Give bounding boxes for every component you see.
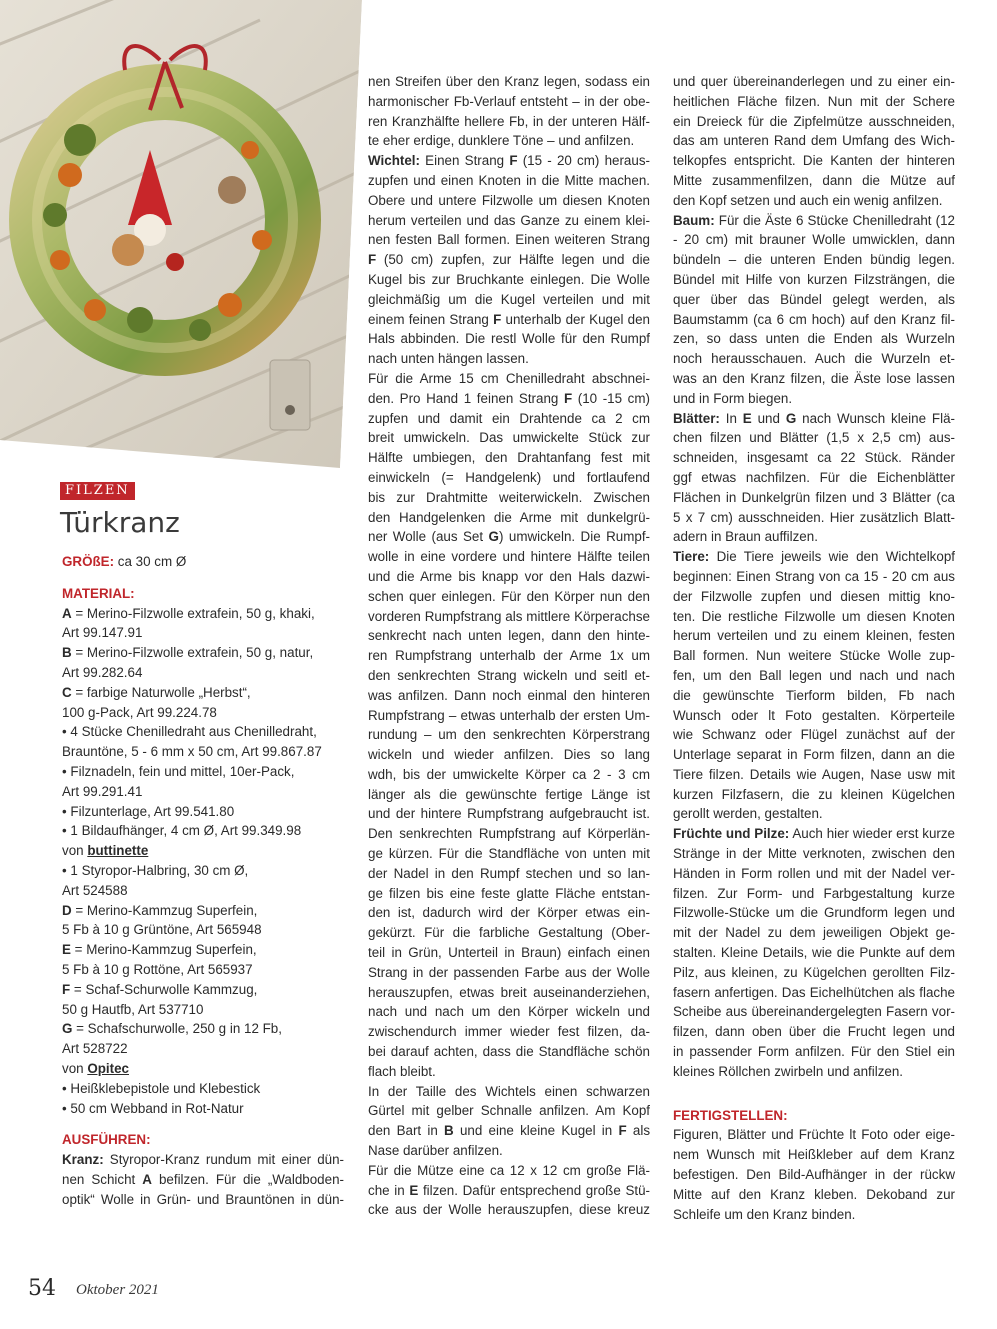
body-line: den Kopf setzen und auch ein wenig anfilzen.	[673, 192, 943, 208]
body-line: Mitte auf den Kranz kleben. Dekoband zur	[673, 1186, 955, 1202]
body-line: chen filzen und Blätter (1,5 x 2,5 cm) aus-	[673, 430, 955, 446]
column-middle	[368, 72, 650, 1220]
body-line: einem feinen Strang F unterhalb der Kugel den	[368, 311, 650, 327]
body-line: zen, so dass unten die Enden als Wurzeln	[673, 331, 955, 347]
body-line: F (50 cm) zupfen, zur Hälfte legen und die	[368, 252, 650, 268]
material-item-cont: Art 524588	[62, 882, 128, 898]
body-line: und quer übereinanderlegen und zu einer ein-	[673, 74, 955, 89]
material-item: • Filzunterlage, Art 99.541.80	[62, 803, 235, 819]
body-line: gerollt werden, gestalten.	[673, 806, 823, 822]
material-item-cont: 100 g-Pack, Art 99.224.78	[62, 704, 217, 720]
material-item: • 1 Bildaufhänger, 4 cm Ø, Art 99.349.98	[62, 823, 302, 839]
body-line: Filzwolle-Stücke um die Grundform legen und	[673, 905, 955, 921]
body-line: teil in Grün, Unterteil in Braun) einfach einen	[368, 945, 650, 961]
body-line: te eher erdige, dunklere Töne – und anfilzen.	[368, 133, 635, 149]
body-line: gleichmäßig um die Kugel verteilen und mit	[368, 291, 650, 307]
finishing-heading: FERTIGSTELLEN:	[673, 1107, 788, 1123]
body-line: Scheibe aus übereinandergelegten Fasern vor-	[673, 1004, 955, 1020]
body-line: ner Wolle (aus Set G) umwickeln. Die Rumpf-	[368, 529, 650, 545]
page-title: Türkranz	[60, 506, 180, 539]
body-line: einwickeln (= Handgelenk) und fortlaufend	[368, 469, 650, 485]
body-line: ren Kranzhälfte hellere Fb, in der unteren Hälf-	[368, 113, 650, 129]
body-line: Stränge in der Mitte verknoten, zwischen den	[673, 846, 955, 862]
body-line: was anfilzen. Dann noch einmal den hinteren	[368, 687, 650, 703]
body-line: Händen in Form rollen und mit der Nadel ver-	[673, 865, 955, 881]
supplier-name: buttinette	[87, 843, 149, 859]
body-line: Früchte und Pilze: Auch hier wieder erst kurze	[673, 826, 955, 842]
body-line: Hals abbinden. Die restl Wolle für den Rumpf	[368, 331, 650, 347]
body-line: nen Streifen über den Kranz legen, sodass ein	[368, 74, 650, 89]
supplier-name: Opitec	[87, 1060, 129, 1076]
body-line: zupfen und damit ein Drahtende ca 2 cm	[368, 410, 650, 426]
supplier-line: von buttinette	[62, 843, 149, 859]
material-item-cont: Art 99.282.64	[62, 664, 143, 680]
body-line: was an den Kranz filzen, die Äste lose lassen	[673, 370, 955, 386]
body-line: Mitte zusammenfilzen, dann die Mütze auf	[673, 172, 955, 188]
body-line: nen festen Ball formen. Einen weiteren Strang	[368, 232, 650, 248]
body-line: das am unteren Rand dem Umfang des Wich-	[673, 133, 955, 149]
body-line: quer über das Bündel gelegt werden, als	[673, 291, 955, 307]
body-line: vorderen Rumpfstrang als mittlere Körperachse	[368, 608, 650, 624]
body-line: fasern anfertigen. Das Eichelhütchen als flache	[673, 984, 955, 1000]
material-item: • 1 Styropor-Halbring, 30 cm Ø,	[62, 862, 249, 878]
body-line: kleines Röllchen zwirbeln und anfilzen.	[673, 1063, 904, 1079]
body-line: bei darauf achten, dass die Standfläche schön	[368, 1044, 650, 1060]
material-item: A = Merino-Filzwolle extrafein, 50 g, khaki,	[62, 605, 315, 621]
body-line: der Filzwolle zupfen und diesen mittig kno-	[673, 588, 955, 604]
body-line: ren Rumpfstrang unterhalb der Arme 1x um	[368, 648, 650, 664]
body-line: fen, um den Ball legen und nach und nach	[673, 667, 955, 683]
material-item-cont: 5 Fb à 10 g Grüntöne, Art 565948	[62, 922, 262, 938]
body-line: optik“ Wolle in Grün- und Brauntönen in dün-	[62, 1191, 344, 1207]
body-line: kurzen Filzfasern, die zu kleinen Kügelchen	[673, 786, 955, 802]
body-line: senkrecht nach unten legen, dann den hinte-	[368, 628, 650, 644]
body-line: rundung – um den senkrechten Körperstrang	[368, 727, 650, 743]
material-item-cont: Brauntöne, 5 - 6 mm x 50 cm, Art 99.867.87	[62, 744, 322, 760]
body-line: den senkrechten Strang wickeln und seitl et-	[368, 667, 650, 683]
issue-date: Oktober 2021	[76, 1282, 159, 1298]
material-item-cont: Art 99.147.91	[62, 625, 143, 641]
material-item: D = Merino-Kammzug Superfein,	[62, 902, 258, 918]
body-line: herum verteilen und das Ganze zu einem klei-	[368, 212, 650, 228]
body-line: Für die Arme 15 cm Chenilledraht abschnei-	[368, 370, 650, 386]
body-line: und die Arme bis knapp vor den Hals dazwi-	[368, 568, 650, 584]
body-line: wickeln und wieder anfilzen. Dies so lang	[368, 747, 650, 763]
body-line: ggf etwas nachfilzen. Für die Eichenblätter	[673, 469, 955, 485]
body-line: bis zur Drahtmitte weiterwickeln. Zwischen	[368, 489, 650, 505]
body-line: Flächen in Dunkelgrün filzen und 3 Blätter (ca	[673, 489, 955, 505]
body-line: - 20 cm) mit brauner Wolle umwicklen, dann	[673, 232, 955, 248]
body-line: Wunsch oder lt Foto gestalten. Körperteile	[673, 707, 955, 723]
body-line: nem Wunsch mit Heißkleber auf dem Kranz	[673, 1147, 955, 1163]
body-line: Pilz, aus kleinen, zu Kügelchen gerollten Filz-	[673, 964, 955, 980]
body-line: wdh, bis der umwickelte Körper ca 2 - 3 cm	[368, 766, 650, 782]
body-line: In der Taille des Wichtels einen schwarzen	[368, 1083, 650, 1099]
material-item: • Filznadeln, fein und mittel, 10er-Pack,	[62, 763, 295, 779]
page-number: 54	[28, 1276, 56, 1301]
column-left	[62, 552, 344, 1210]
body-line: Unterlage separat in Form filzen, dann an die	[673, 747, 955, 763]
body-line: Gürtel mit gelber Schnalle anfilzen. Am Kopf	[368, 1103, 650, 1119]
body-line: herauszupfen, etwas breit auseinanderziehen,	[368, 984, 650, 1000]
instructions-heading: AUSFÜHREN:	[62, 1132, 151, 1148]
body-line: ein Dreieck für die Zipfelmütze ausschneiden,	[673, 113, 955, 129]
body-line: heitlichen Fläche filzen. Nun mit der Schere	[673, 93, 955, 109]
body-line: Für die Mütze eine ca 12 x 12 cm große Flä-	[368, 1162, 650, 1178]
body-line: den Handgelenken die Arme mit dunkelgrü-	[368, 509, 650, 525]
body-line: nach und nach um den Körper wickeln und	[368, 1004, 650, 1020]
body-line: adern in Braun auffilzen.	[673, 529, 818, 545]
material-item-cont: 5 Fb à 10 g Rottöne, Art 565937	[62, 961, 253, 977]
wreath-photo	[0, 0, 362, 468]
size-line: GRÖßE: ca 30 cm Ø	[62, 554, 187, 569]
body-line: Rumpfstrang – etwas unterhalb der ersten Um-	[368, 707, 650, 723]
body-line: Baumstamm (ca 6 cm hoch) auf den Kranz fil-	[673, 311, 955, 327]
body-line: Nase darüber anfilzen.	[368, 1143, 503, 1159]
body-line: Tiere filzen. Details wie Augen, Nase usw mit	[673, 766, 955, 782]
material-item: • Heißklebepistole und Klebestick	[62, 1080, 261, 1096]
supplier-line: von Opitec	[62, 1060, 129, 1076]
category-tag: FILZEN	[60, 482, 135, 500]
body-line: breit umwickeln. Das umwickelte Stück zur	[368, 430, 650, 446]
body-line: ten. Die restliche Filzwolle um diesen Knoten	[673, 608, 955, 624]
material-item: G = Schafschurwolle, 250 g in 12 Fb,	[62, 1021, 282, 1037]
body-line: wie Schwanz oder Flügel zunächst auf der	[673, 727, 955, 743]
body-line: bündeln – die unteren Enden bündig legen.	[673, 252, 955, 268]
body-line: den. Pro Hand 1 feinen Strang F (10 -15 cm)	[368, 390, 650, 406]
body-line: der Nadel in den Rumpf stechen und so lan-	[368, 865, 650, 881]
size-label: GRÖßE:	[62, 554, 115, 569]
material-item: C = farbige Naturwolle „Herbst“,	[62, 684, 251, 700]
body-line: Kugel bis zur Bruchkante einlegen. Die Wolle	[368, 271, 650, 287]
body-line: cke aus der Wolle herauszupfen, diese kreuz	[368, 1202, 650, 1218]
body-line: gekürzt. Für die farbliche Gestaltung (Ober-	[368, 925, 650, 941]
body-line: Blätter: In E und G nach Wunsch kleine Flä-	[673, 410, 955, 426]
body-line: Figuren, Blätter und Früchte lt Foto oder eige-	[673, 1127, 955, 1143]
body-line: Baum: Für die Äste 6 Stücke Chenilledraht (12	[673, 212, 955, 228]
body-line: Kranz: Styropor-Kranz rundum mit einer dün-	[62, 1152, 344, 1168]
body-line: Tiere: Die Tiere jeweils wie den Wichtelkopf	[673, 549, 955, 565]
body-line: nach unten hängen lassen.	[368, 351, 529, 367]
body-line: den ist, dadurch wird der Körper etwas ein-	[368, 905, 650, 921]
column-right	[673, 72, 955, 1224]
body-line: filzen. Zur Form- und Farbgestaltung kurze	[673, 885, 955, 901]
body-line: Strang in der passenden Farbe aus der Wolle	[368, 964, 650, 980]
body-line: wolle in eine vordere und hintere Hälfte teilen	[368, 549, 650, 565]
body-line: Schleife um den Kranz binden.	[673, 1206, 856, 1222]
body-line: Hälfte umbiegen, den Drahtanfang fest mit	[368, 450, 650, 466]
material-item-cont: 50 g Hautfb, Art 537710	[62, 1001, 204, 1017]
body-line: 5 x 7 cm) ausschneiden. Hier zusätzlich Blatt-	[673, 509, 955, 525]
body-line: und der hintere Rumpfstrang aufgebraucht ist.	[368, 806, 650, 822]
body-line: Den senkrechten Rumpfstrang auf Körperlän-	[368, 826, 650, 842]
body-line: beginnen: Einen Strang von ca 15 - 20 cm aus	[673, 568, 955, 584]
material-item: • 4 Stücke Chenilledraht aus Chenilledraht,	[62, 724, 317, 740]
body-line: nen Schicht A befilzen. Für die „Waldboden-	[62, 1171, 344, 1187]
material-item-cont: Art 99.291.41	[62, 783, 143, 799]
material-item-cont: Art 528722	[62, 1041, 128, 1057]
body-line: den Bart in B und eine kleine Kugel in F als	[368, 1123, 651, 1139]
body-line: zwischendurch immer wieder fest filzen, da-	[368, 1024, 650, 1040]
body-line: Ball formen. Nun weitere Stücke Wolle zup-	[673, 648, 955, 664]
body-line: schneiden, insgesamt ca 22 Stück. Ränder	[673, 450, 955, 466]
body-line: Wichtel: Einen Strang F (15 - 20 cm) heraus-	[368, 153, 650, 169]
material-item: B = Merino-Filzwolle extrafein, 50 g, natur,	[62, 645, 314, 661]
body-line: schen quer einlegen. Für den Körper nun den	[368, 588, 650, 604]
body-line: in passender Form anfilzen. Für den Stiel ein	[673, 1044, 955, 1060]
body-line: die gewünschte Tierform bilden, Fb nach	[673, 687, 955, 703]
material-item: • 50 cm Webband in Rot-Natur	[62, 1100, 244, 1116]
body-line: flach bleibt.	[368, 1063, 436, 1079]
body-line: zupfen und einen Knoten in die Mitte machen.	[368, 172, 650, 188]
body-line: harmonischer Fb-Verlauf entsteht – in der obe-	[368, 93, 650, 109]
body-line: mit der Nadel zu dem jeweiligen Objekt ge-	[673, 925, 955, 941]
body-line: Bündel mit Hilfe von kurzen Filzsträngen, die	[673, 271, 955, 287]
material-item: E = Merino-Kammzug Superfein,	[62, 942, 257, 958]
body-line: ge filzen bis eine feste glatte Fläche entstan-	[368, 885, 650, 901]
body-line: che in E filzen. Dafür entsprechend große Stü-	[368, 1182, 651, 1198]
body-line: noch herausschauen. Auch die Wurzeln et-	[673, 351, 955, 367]
body-line: befestigen. Den Bild-Aufhänger in der rückw	[673, 1167, 955, 1183]
body-line: herum verteilen und zu einem kleinen, festen	[673, 628, 955, 644]
body-line: filzen, dann oben über die Frucht legen und	[673, 1024, 955, 1040]
body-line: länger als die gewünschte fertige Länge ist	[368, 786, 650, 802]
body-line: und in Form biegen.	[673, 390, 793, 406]
material-heading: MATERIAL:	[62, 585, 135, 601]
body-line: stalten. Kleine Details, wie die Punkte auf dem	[673, 945, 955, 961]
body-line: telkopfes entspricht. Die Kanten der hinteren	[673, 153, 955, 169]
body-line: Obere und untere Filzwolle um diesen Knoten	[368, 192, 650, 208]
material-item: F = Schaf-Schurwolle Kammzug,	[62, 981, 258, 997]
body-line: ge kürzen. Für die Standfläche von unten mit	[368, 846, 650, 862]
